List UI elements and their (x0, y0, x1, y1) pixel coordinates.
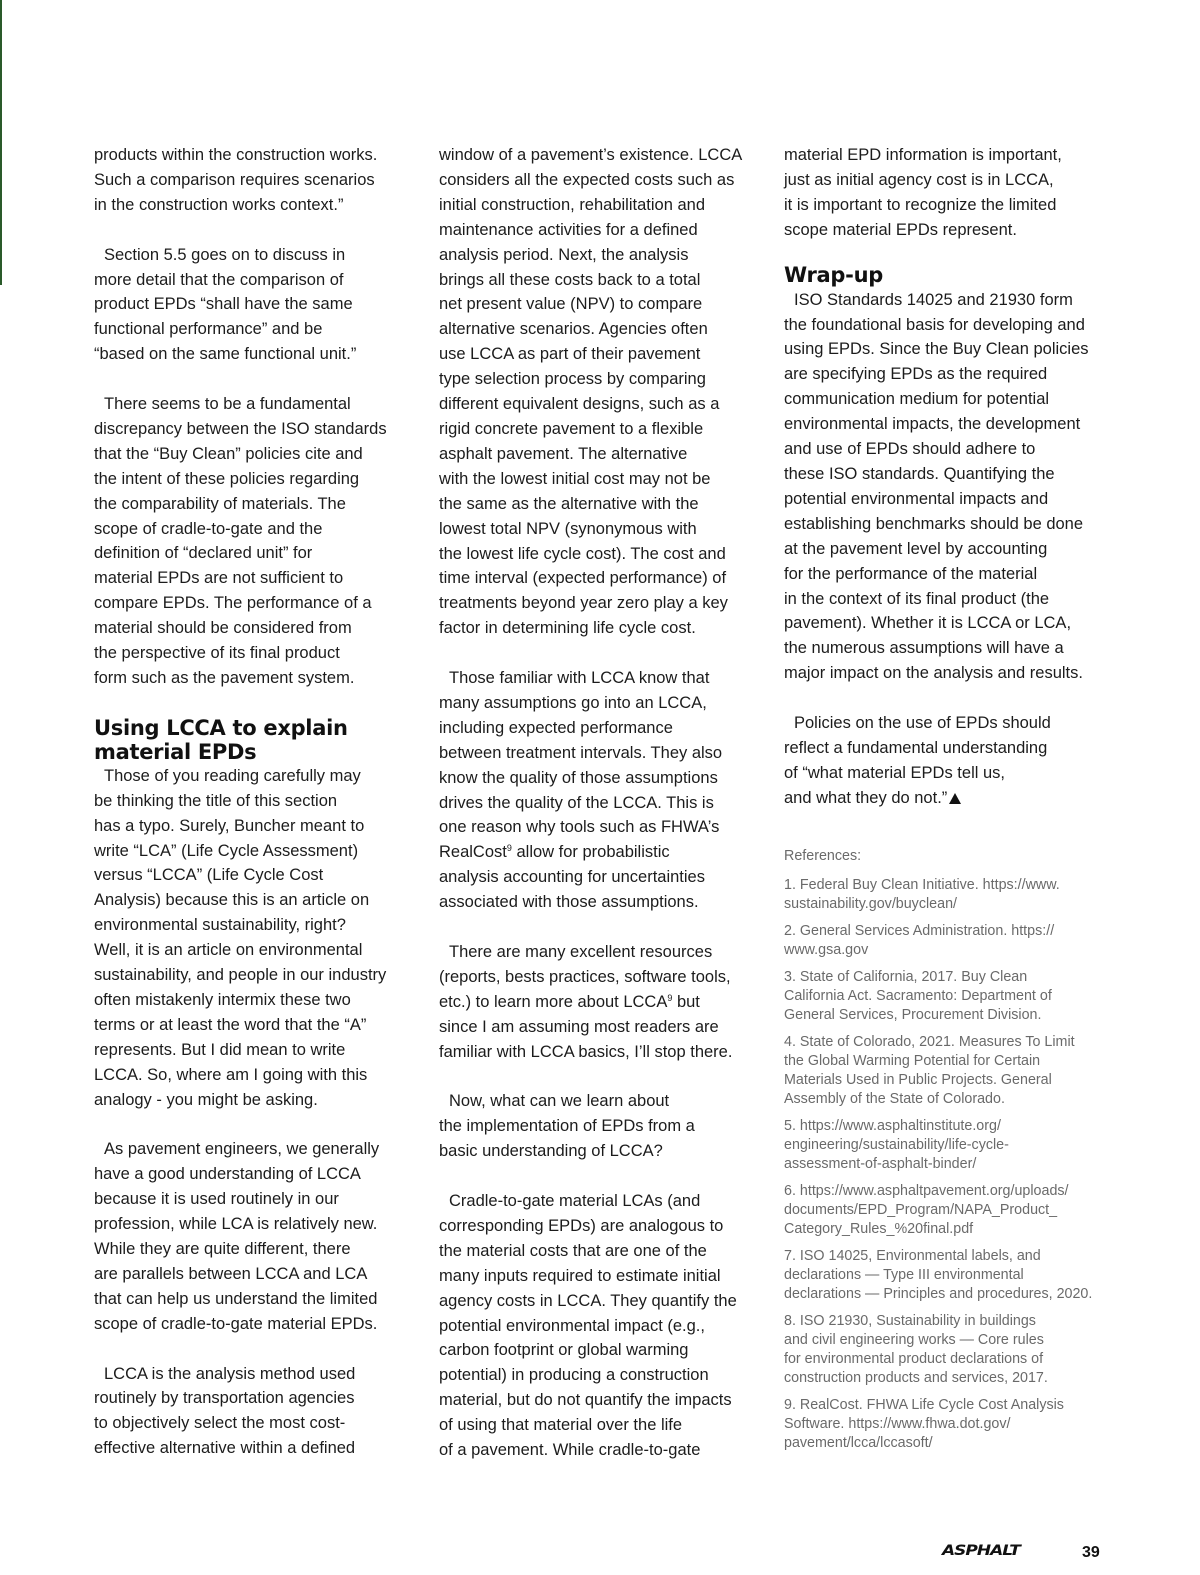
reference-item: 9. RealCost. FHWA Life Cycle Cost Analysis Software. https://www.fhwa.dot.gov/ pavement/lcca/lccasoft/ (784, 1396, 1064, 1451)
paragraph: Those of you reading carefully may be thinking the title of this section has a typo. Surely, Buncher meant to write “LCA” (Life Cycle Assessment) versus “LCCA” (Life Cycle Cost Analysis) because this is an article on environmental sustainability, right? Well, it is an article on environmental sustainability, and people in our industry often mistakenly intermix these two terms or at least the word that the “A” represents. But I did mean to write LCCA. So, where am I going with this analogy - you might be asking. (94, 766, 387, 1109)
reference-item: 2. General Services Administration. https:// www.gsa.gov (784, 922, 1055, 958)
page-number: 39 (1082, 1544, 1100, 1561)
page-edge-line (0, 0, 2, 285)
reference-item: 4. State of Colorado, 2021. Measures To Limit the Global Warming Potential for Certain Materials Used in Public Projects. General Assembly of the State of Colorado. (784, 1033, 1075, 1107)
reference-item: 5. https://www.asphaltinstitute.org/ engineering/sustainability/life-cycle- assessment-of-asphalt-binder/ (784, 1117, 1009, 1172)
paragraph: Cradle-to-gate material LCAs (and corresponding EPDs) are analogous to the material costs that are one of the many inputs required to estimate initial agency costs in LCCA. They quantify the potential environmental impact (e.g., carbon footprint or global warming potential) in producing a construction material, but do not quantify the impacts of using that material over the life of a pavement. While cradle-to-gate (439, 1192, 737, 1460)
paragraph: ISO Standards 14025 and 21930 form the foundational basis for developing and using EPDs. Since the Buy Clean policies are specifying EPDs as the required communication medium for potential environmental impacts, the development and use of EPDs should adhere to these ISO standards. Quantifying the potential environmental impacts and establishing benchmarks should be done at the pavement level by accounting for the performance of the material in the context of its final product (the pavement). Whether it is LCCA or LCA, the numerous assumptions will have a major impact on the analysis and results. (784, 290, 1089, 683)
paragraph-text: There are many excellent resources (reports, bests practices, software tools, etc.) to learn more about LCCA (439, 942, 731, 1011)
section-heading: Using LCCA to explain material EPDs (94, 715, 348, 764)
paragraph (439, 940, 759, 1065)
paragraph: As pavement engineers, we generally have a good understanding of LCCA because it is used routinely in our profession, while LCA is relatively new. While they are quite different, there are parallels between LCCA and LCA that can help us understand the limited scope of cradle-to-gate material EPDs. (94, 1140, 380, 1333)
end-mark-icon (949, 793, 961, 804)
section-heading: Wrap-up (784, 262, 883, 287)
paragraph: window of a pavement’s existence. LCCA considers all the expected costs such as initial construction, rehabilitation and maintenance activities for a defined analysis period. Next, the analysis brings all these costs back to a total net present value (NPV) to compare alternative scenarios. Agencies often use LCCA as part of their pavement type selection process by comparing different equivalent designs, such as a rigid concrete pavement to a flexible asphalt pavement. The alternative with the lowest initial cost may not be the same as the alternative with the lowest total NPV (synonymous with the lowest life cycle cost). The cost and time interval (expected performance) of treatments beyond year zero play a key factor in determining life cycle cost. (439, 146, 743, 638)
paragraph: Section 5.5 goes on to discuss in more detail that the comparison of product EPDs “shall have the same functional performance” and be “based on the same functional unit.” (94, 245, 357, 364)
paragraph-text: Those familiar with LCCA know that many assumptions go into an LCCA, including expected performance between treatment intervals. They also know the quality of those assumptions drives the quality of the LCCA. This is one reason why tools such as FHWA’s RealCost (439, 669, 723, 862)
reference-item: 7. ISO 14025, Environmental labels, and declarations — Type III environmental declarations — Principles and procedures, 2020. (784, 1247, 1093, 1302)
footnote-ref: 9 (506, 843, 512, 854)
reference-item: 3. State of California, 2017. Buy Clean California Act. Sacramento: Department of General Services, Procurement Division. (784, 968, 1052, 1023)
paragraph (784, 711, 1109, 811)
paragraph: material EPD information is important, just as initial agency cost is in LCCA, it is important to recognize the limited scope material EPDs represent. (784, 146, 1062, 239)
magazine-logo: ASPHALT (942, 1542, 1020, 1560)
paragraph-text: but since I am assuming most readers are familiar with LCCA basics, I’ll stop there. (439, 992, 733, 1061)
references-heading: References: (784, 847, 862, 864)
references-list (784, 847, 1109, 1453)
paragraph: products within the construction works. Such a comparison requires scenarios in the construction works context.” (94, 146, 378, 214)
paragraph-text: Policies on the use of EPDs should reflect a fundamental understanding of “what material EPDs tell us, and what they do not.” (784, 714, 1051, 807)
reference-item: 1. Federal Buy Clean Initiative. https://www. sustainability.gov/buyclean/ (784, 876, 1060, 912)
paragraph (439, 666, 759, 915)
reference-item: 8. ISO 21930, Sustainability in buildings and civil engineering works — Core rules for environmental product declarations of construction products and services, 2017. (784, 1312, 1048, 1386)
article-column-3 (784, 143, 1109, 1461)
article-column-1 (94, 143, 414, 1461)
paragraph-text: allow for probabilistic analysis accounting for uncertainties associated with those assumptions. (439, 843, 705, 912)
reference-item: 6. https://www.asphaltpavement.org/uploads/ documents/EPD_Program/NAPA_Product_ Category_Rules_%20final.pdf (784, 1182, 1069, 1237)
footnote-ref: 9 (667, 992, 673, 1003)
paragraph: There seems to be a fundamental discrepancy between the ISO standards that the “Buy Clean” policies cite and the intent of these policies regarding the comparability of materials. The scope of cradle-to-gate and the definition of “declared unit” for material EPDs are not sufficient to compare EPDs. The performance of a material should be considered from the perspective of its final product form such as the pavement system. (94, 395, 387, 687)
paragraph: LCCA is the analysis method used routinely by transportation agencies to objectively select the most cost- effective alternative within a defined (94, 1364, 356, 1458)
article-column-2 (439, 143, 759, 1463)
paragraph: Now, what can we learn about the implementation of EPDs from a basic understanding of LCCA? (439, 1092, 695, 1161)
